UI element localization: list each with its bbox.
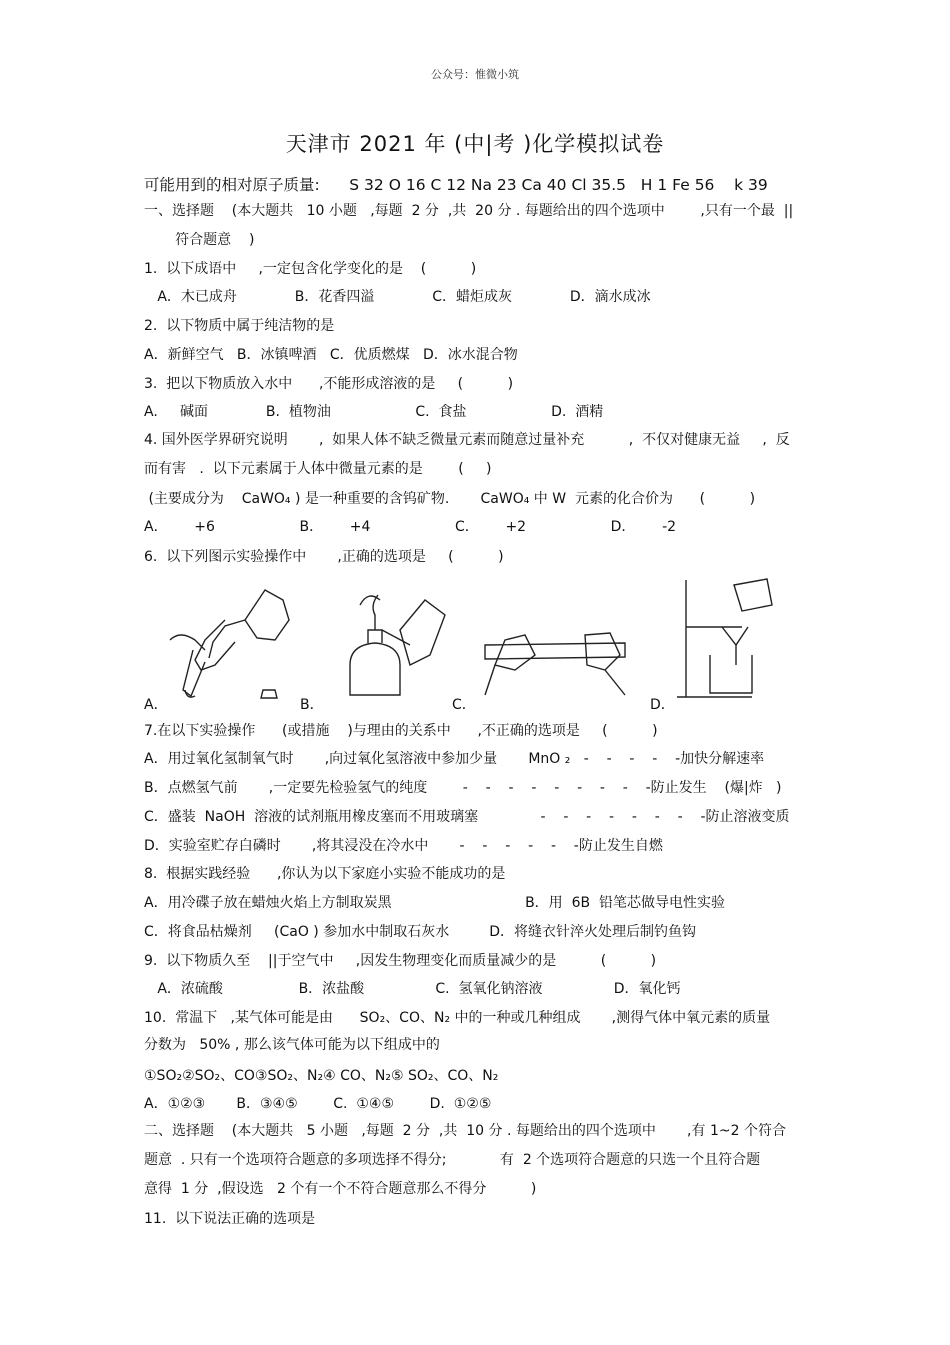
figure-label-c: C．	[452, 697, 476, 713]
question-7-option-b: B．点燃氢气前 ,一定要先检验氢气的纯度 - - - - - - - - -防止发生 (爆|炸 )	[144, 780, 782, 796]
question-3-options: A. 碱面 B. 植物油 C. 食盐 D. 酒精	[144, 404, 604, 420]
question-10-combos: ①SO₂②SO₂、CO③SO₂、N₂④ CO、N₂⑤ SO₂、CO、N₂	[144, 1068, 499, 1084]
question-1-options: A．木已成舟 B．花香四溢 C．蜡炬成灰 D．滴水成冰	[144, 289, 651, 305]
question-10: 10. 常温下 ,某气体可能是由 SO₂、CO、N₂ 中的一种或几种组成 ,测得气体中氧元素的质量	[144, 1010, 771, 1026]
question-11: 11. 以下说法正确的选项是	[144, 1211, 316, 1227]
section-2-heading-cont2: 意得 1 分 ,假设选 2 个有一个不符合题意那么不得分 )	[144, 1181, 537, 1197]
figure-a-pouring-liquid	[165, 580, 300, 705]
figure-b-alcohol-lamp	[330, 585, 455, 705]
question-4: 4. 国外医学界研究说明 , 如果人体不缺乏微量元素而随意过量补充 , 不仅对健康无益 , 反	[144, 432, 790, 448]
page-header: 公众号：惟微小筑	[431, 68, 519, 81]
section-2-heading: 二、选择题 (本大题共 5 小题 ,每题 2 分 ,共 10 分 . 每题给出的四个选项中 ,有 1~2 个符合	[144, 1123, 786, 1139]
question-5: (主要成分为 CaWO₄ ) 是一种重要的含钨矿物. CaWO₄ 中 W 元素的化合价为 ( )	[144, 491, 756, 507]
question-6: 6. 以下列图示实验操作中 ,正确的选项是 ( )	[144, 549, 504, 565]
question-9: 9. 以下物质久至 ||于空气中 ,因发生物理变化而质量减少的是 ( )	[144, 953, 657, 969]
section-2-heading-cont: 题意 . 只有一个选项符合题意的多项选择不得分; 有 2 个选项符合题意的只选一个且符合题	[144, 1152, 761, 1168]
question-7-option-d: D．实验室贮存白磷时 ,将其浸没在冷水中 - - - - - -防止发生自燃	[144, 838, 663, 854]
figure-label-b: B．	[300, 697, 324, 713]
question-3: 3. 把以下物质放入水中 ,不能形成溶液的是 ( )	[144, 376, 514, 392]
exam-title: 天津市 2021 年 (中|考 )化学模拟试卷	[285, 132, 665, 156]
atomic-mass-line: 可能用到的相对原子质量: S 32 O 16 C 12 Na 23 Ca 40 Cl 35.5 H 1 Fe 56 k 39	[144, 176, 768, 194]
question-10-cont: 分数为 50% , 那么该气体可能为以下组成中的	[144, 1037, 440, 1053]
question-9-options: A．浓硫酸 B．浓盐酸 C. 氢氧化钠溶液 D．氧化钙	[144, 981, 681, 997]
figure-d-filtration	[672, 575, 782, 705]
section-1-heading-cont: 符合题意 )	[144, 232, 255, 248]
question-5-options: A． +6 B． +4 C． +2 D． -2	[144, 519, 677, 535]
question-8-options-ab: A．用冷碟子放在蜡烛火焰上方制取炭黑 B．用 6B 铅笔芯做导电性实验	[144, 895, 725, 911]
question-4-cont: 而有害 . 以下元素属于人体中微量元素的是 ( )	[144, 461, 492, 477]
figure-label-d: D．	[650, 697, 675, 713]
section-1-heading: 一、选择题 (本大题共 10 小题 ,每题 2 分 ,共 20 分 . 每题给出的四个选项中 ,只有一个最 ||	[144, 203, 794, 219]
question-7-option-c: C．盛装 NaOH 溶液的试剂瓶用橡皮塞而不用玻璃塞 - - - - - - - -防止溶液变质	[144, 809, 790, 825]
figure-c-test-tube-holder	[475, 625, 640, 700]
figure-label-a: A．	[144, 697, 168, 713]
question-8: 8. 根据实践经验 ,你认为以下家庭小实验不能成功的是	[144, 866, 506, 882]
question-10-options: A．①②③ B．③④⑤ C. ①④⑤ D. ①②⑤	[144, 1096, 492, 1112]
question-2: 2. 以下物质中属于纯洁物的是	[144, 318, 335, 334]
question-7: 7.在以下实验操作 (或措施 )与理由的关系中 ,不正确的选项是 ( )	[144, 723, 658, 739]
question-8-options-cd: C．将食品枯燥剂 (CaO ) 参加水中制取石灰水 D．将缝衣针淬火处理后制钓鱼钩	[144, 924, 697, 940]
question-7-option-a: A．用过氧化氢制氧气时 ,向过氧化氢溶液中参加少量 MnO ₂ - - - - -加快分解速率	[144, 751, 765, 767]
question-2-options: A．新鲜空气 B．冰镇啤酒 C．优质燃煤 D．冰水混合物	[144, 347, 518, 363]
question-1: 1. 以下成语中 ,一定包含化学变化的是 ( )	[144, 261, 477, 277]
